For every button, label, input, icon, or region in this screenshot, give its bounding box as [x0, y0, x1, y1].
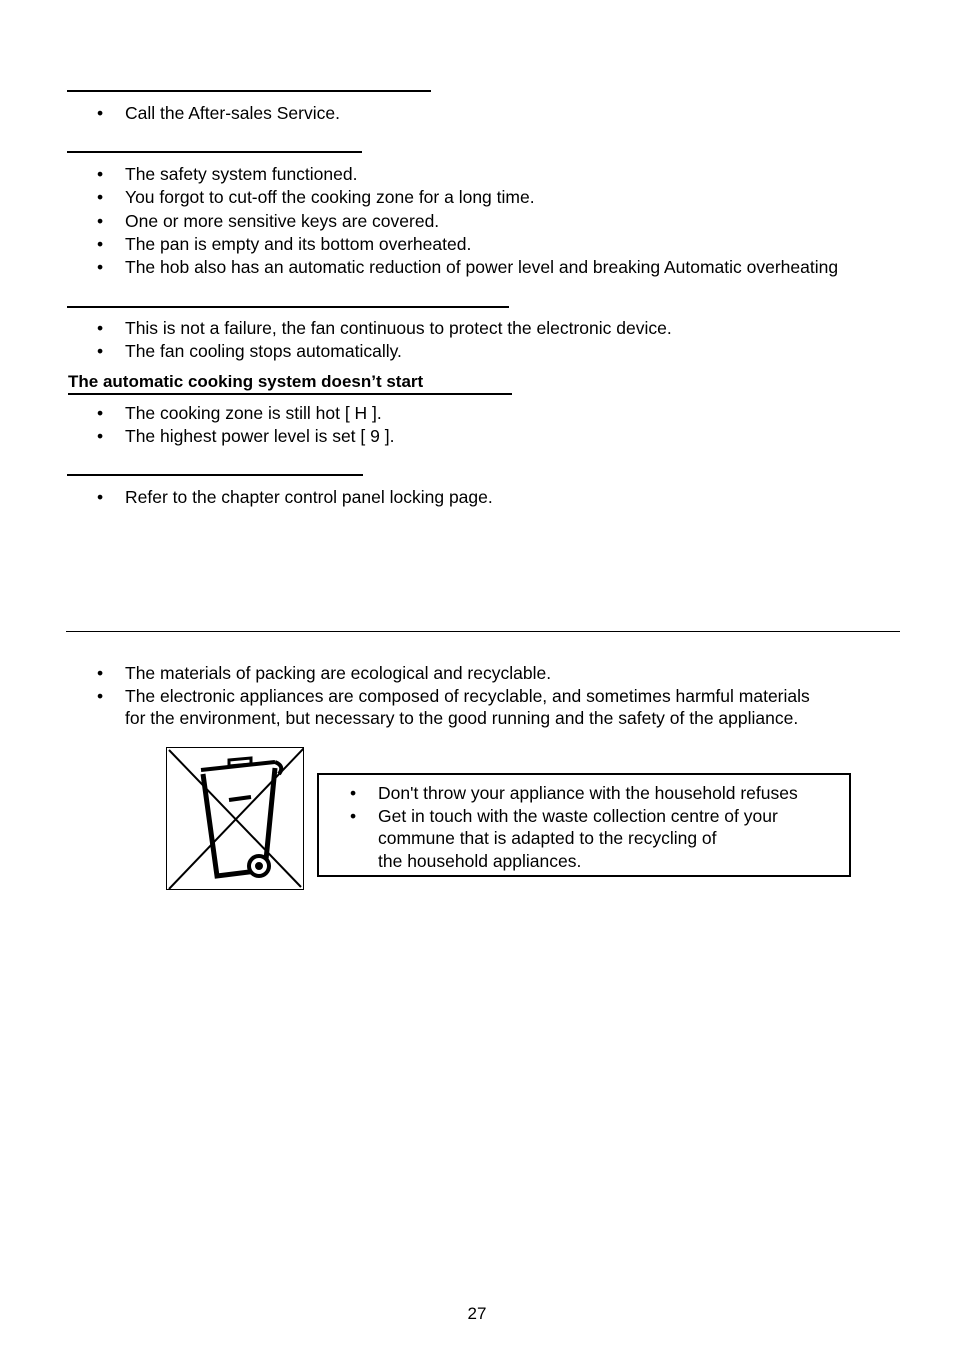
bullet-list: [67, 102, 340, 125]
list-item: • Don't throw your appliance with the household refuses: [319, 782, 849, 805]
list-item: • The highest power level is set [ 9 ].: [67, 425, 394, 448]
list-item: • This is not a failure, the fan continuous to protect the electronic device.: [67, 317, 672, 340]
section-rule: [67, 90, 431, 92]
list-item: [67, 685, 810, 729]
list-item: • The safety system functioned.: [67, 163, 838, 186]
list-item-line: Get in touch with the waste collection centre of your: [378, 805, 778, 826]
bullet-list: [67, 402, 394, 449]
page-number: 27: [467, 1304, 487, 1323]
list-item: • Call the After-sales Service.: [67, 102, 340, 125]
crossed-out-wheelie-bin-icon: [166, 747, 304, 890]
bullet-list: [67, 486, 493, 509]
list-item-line: The electronic appliances are composed of recyclable, and sometimes harmful materials: [125, 686, 810, 707]
list-item: • The pan is empty and its bottom overheated.: [67, 233, 838, 256]
weee-list: [319, 775, 849, 872]
environment-list: [67, 662, 810, 729]
list-item: • Refer to the chapter control panel locking page.: [67, 486, 493, 509]
list-item-line: commune that is adapted to the recycling of: [378, 828, 717, 849]
list-item: • The materials of packing are ecological and recyclable.: [67, 662, 810, 685]
section-rule: [67, 474, 363, 476]
list-item: • The cooking zone is still hot [ H ].: [67, 402, 394, 425]
list-item-line: for the environment, but necessary to the good running and the safety of the appliance.: [125, 708, 799, 729]
chapter-rule: [66, 631, 900, 632]
weee-notice-box: [317, 773, 851, 877]
list-item-line: the household appliances.: [378, 850, 582, 871]
section-rule: [67, 306, 509, 308]
section-heading: The automatic cooking system doesn’t start: [68, 372, 512, 395]
section-rule: [67, 151, 362, 153]
list-item: • The hob also has an automatic reduction of power level and breaking Automatic overheating: [67, 256, 838, 279]
list-item: • The fan cooling stops automatically.: [67, 340, 672, 363]
list-item: • You forgot to cut-off the cooking zone for a long time.: [67, 186, 838, 209]
bullet-list: [67, 163, 838, 279]
bullet-list: [67, 317, 672, 364]
list-item: • One or more sensitive keys are covered.: [67, 210, 838, 233]
list-item: [319, 805, 849, 873]
